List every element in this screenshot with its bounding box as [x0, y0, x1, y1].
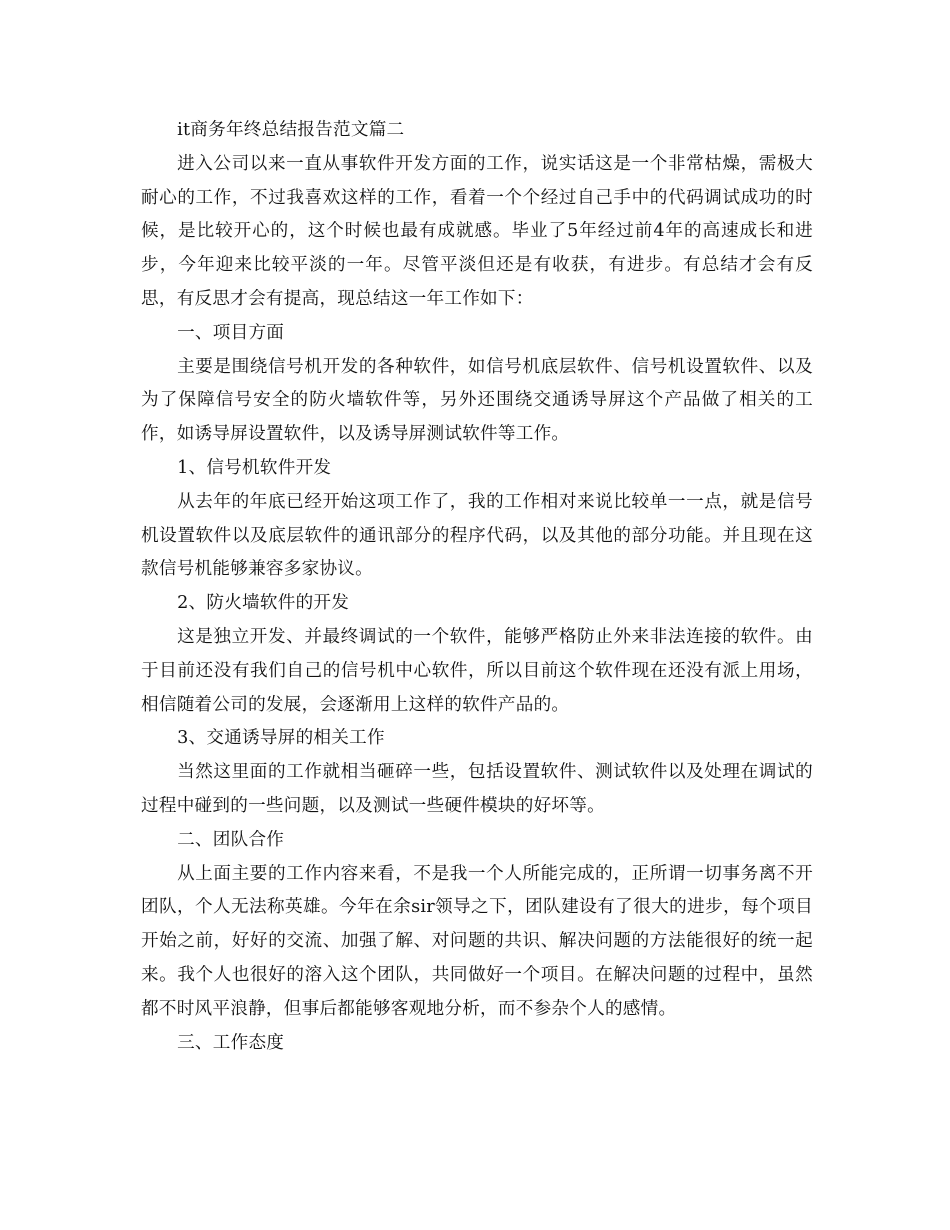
section-heading-teamwork: 二、团队合作: [177, 829, 285, 850]
paragraph-teamwork: 从上面主要的工作内容来看，不是我一个人所能完成的，正所谓一切事务离不开团队，个人无法称英雄。今年在余sir领导之下，团队建设有了很大的进步，每个项目开始之前，好好的交流、加强了解、对问题的共识、解决问题的方法能很好的统一起来。我个人也很好的溶入这个团队，共同做好一个项目。在解决问题的过程中，虽然都不时风平浪静，但事后都能够客观地分析，而不参杂个人的感情。: [141, 863, 813, 1019]
paragraph-firewall: 这是独立开发、并最终调试的一个软件，能够严格防止外来非法连接的软件。由于目前还没有我们自己的信号机中心软件，所以目前这个软件现在还没有派上用场，相信随着公司的发展，会逐渐用上这样的软件产品的。: [141, 626, 813, 715]
document-title: it商务年终总结报告范文篇二: [177, 120, 405, 140]
paragraph-guidance-screen: 当然这里面的工作就相当砸碎一些，包括设置软件、测试软件以及处理在调试的过程中碰到的一些问题，以及测试一些硬件模块的好坏等。: [141, 762, 813, 816]
subheading-signal-software: 1、信号机软件开发: [177, 457, 332, 478]
section-heading-attitude: 三、工作态度: [177, 1032, 285, 1053]
paragraph-signal-software: 从去年的年底已经开始这项工作了，我的工作相对来说比较单一一点，就是信号机设置软件以及底层软件的通讯部分的程序代码，以及其他的部分功能。并且现在这款信号机能够兼容多家协议。: [141, 491, 813, 580]
document-body: [141, 114, 813, 1060]
subheading-firewall: 2、防火墙软件的开发: [177, 593, 350, 614]
section-heading-projects: 一、项目方面: [177, 322, 285, 343]
subheading-guidance-screen: 3、交通诱导屏的相关工作: [177, 728, 385, 749]
paragraph-projects: 主要是围绕信号机开发的各种软件，如信号机底层软件、信号机设置软件、以及为了保障信号安全的防火墙软件等，另外还围绕交通诱导屏这个产品做了相关的工作，如诱导屏设置软件，以及诱导屏测试软件等工作。: [141, 356, 813, 445]
paragraph-intro: 进入公司以来一直从事软件开发方面的工作，说实话这是一个非常枯燥，需极大耐心的工作，不过我喜欢这样的工作，看着一个个经过自己手中的代码调试成功的时候，是比较开心的，这个时候也最有成就感。毕业了5年经过前4年的高速成长和进步，今年迎来比较平淡的一年。尽管平淡但还是有收获，有进步。有总结才会有反思，有反思才会有提高，现总结这一年工作如下：: [141, 153, 813, 309]
